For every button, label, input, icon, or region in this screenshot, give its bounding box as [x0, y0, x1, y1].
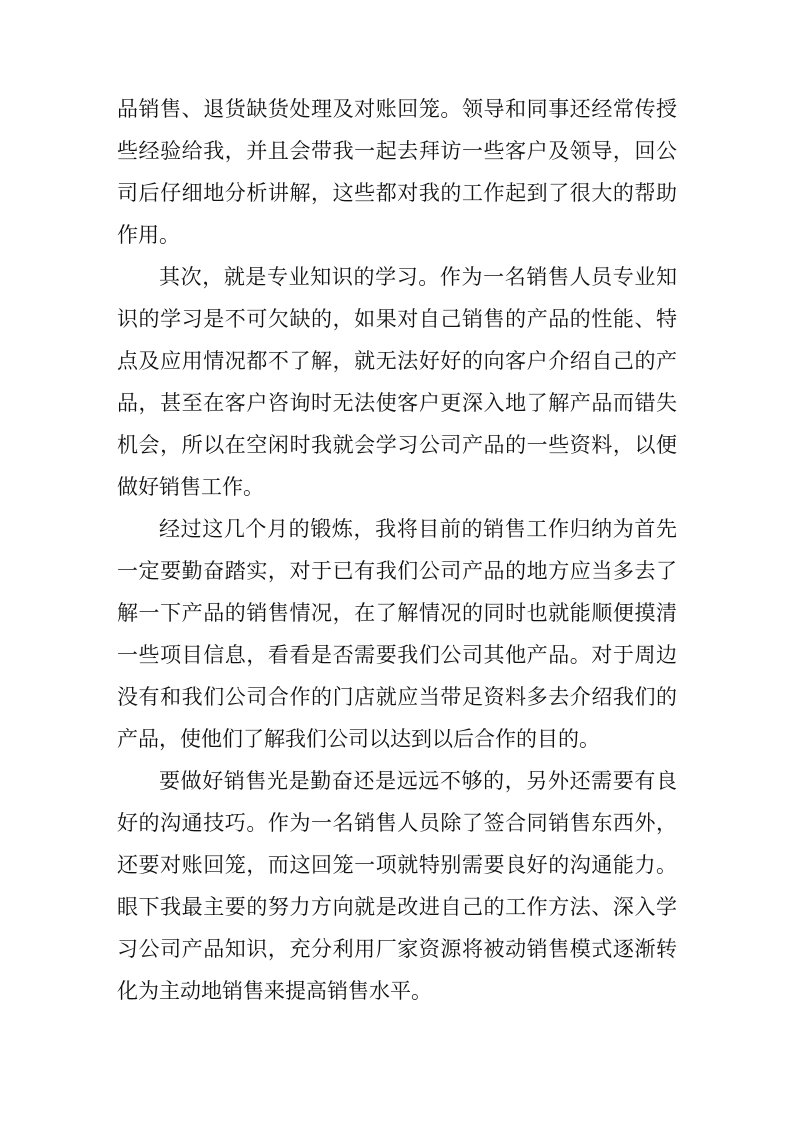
paragraph-first-line: 要做好销售光是勤奋还是远远不够的，另外还需要有良 — [159, 769, 677, 793]
text-line: 一定要勤奋踏实，对于已有我们公司产品的地方应当多去了 — [117, 559, 677, 583]
text-line: 品，甚至在客户咨询时无法使客户更深入地了解产品而错失 — [117, 391, 677, 415]
text-line: 识的学习是不可欠缺的，如果对自己销售的产品的性能、特 — [117, 307, 677, 331]
text-line: 化为主动地销售来提高销售水平。 — [117, 979, 432, 1003]
text-line: 好的沟通技巧。作为一名销售人员除了签合同销售东西外， — [117, 811, 677, 835]
text-line: 没有和我们公司合作的门店就应当带足资料多去介绍我们的 — [117, 685, 677, 709]
text-line: 产品，使他们了解我们公司以达到以后合作的目的。 — [117, 727, 600, 751]
text-line: 一些项目信息，看看是否需要我们公司其他产品。对于周边 — [117, 643, 677, 667]
text-line: 作用。 — [117, 223, 180, 247]
paragraph-first-line: 经过这几个月的锻炼，我将目前的销售工作归纳为首先 — [159, 517, 677, 541]
text-line: 习公司产品知识，充分利用厂家资源将被动销售模式逐渐转 — [117, 937, 677, 961]
text-line: 点及应用情况都不了解，就无法好好的向客户介绍自己的产 — [117, 349, 677, 373]
text-line: 还要对账回笼，而这回笼一项就特别需要良好的沟通能力。 — [117, 853, 677, 877]
paragraph-first-line: 其次，就是专业知识的学习。作为一名销售人员专业知 — [159, 265, 677, 289]
text-line: 解一下产品的销售情况，在了解情况的同时也就能顺便摸清 — [117, 601, 677, 625]
document-body — [117, 88, 677, 1012]
text-line: 机会，所以在空闲时我就会学习公司产品的一些资料，以便 — [117, 433, 677, 457]
text-line: 司后仔细地分析讲解，这些都对我的工作起到了很大的帮助 — [117, 181, 677, 205]
text-line: 些经验给我，并且会带我一起去拜访一些客户及领导，回公 — [117, 139, 677, 163]
text-line: 品销售、退货缺货处理及对账回笼。领导和同事还经常传授 — [117, 97, 677, 121]
text-line: 做好销售工作。 — [117, 475, 264, 499]
text-line: 眼下我最主要的努力方向就是改进自己的工作方法、深入学 — [117, 895, 677, 919]
